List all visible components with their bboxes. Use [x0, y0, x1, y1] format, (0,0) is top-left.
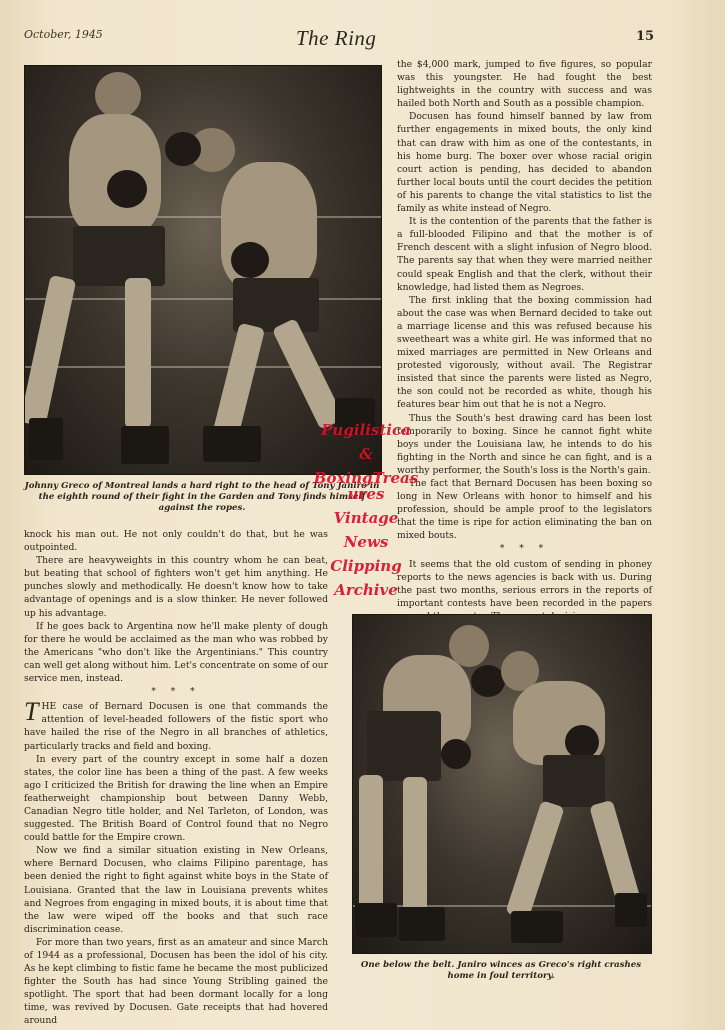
- watermark-line: Clipping: [330, 557, 402, 575]
- boxing-boot: [335, 398, 375, 434]
- paragraph: It is the contention of the parents that the father is a full-blooded Filipino and that the mother is of French descent with a slight infusion of Negro blood. The parents say that when they were married neither could speak English and that the clerk, without their knowledge, had listed them as Negroes.: [397, 216, 652, 293]
- paragraph: knock his man out. He not only couldn't do that, but he was outpointed.: [24, 529, 328, 554]
- page-number: 15: [636, 29, 655, 44]
- paragraph: If he goes back to Argentina now he'll make plenty of dough for there he would be acclaimed as the man who was robbed by the Americans "who don't like the Argentinians." This country can well get along without him. Let's concentrate on some of our service men, instead.: [24, 620, 328, 685]
- lead-paragraph: [24, 697, 328, 752]
- left-column-article: [24, 528, 328, 1028]
- watermark-line: ures: [347, 485, 385, 503]
- paragraph: It seems that the old custom of sending in phoney reports to the news agencies is back with us. During the past two months, serious errors in the reports of important contests have been recorded in the papers: [397, 558, 652, 609]
- drop-cap: T: [24, 697, 39, 727]
- photo-janiro-below-belt: [352, 614, 652, 954]
- fighter-leg: [359, 775, 383, 915]
- boxing-boot: [29, 418, 63, 460]
- watermark-line: Archive: [334, 581, 398, 599]
- watermark-line: Vintage: [333, 509, 399, 527]
- boxing-glove: [231, 242, 269, 278]
- section-separator: * * *: [151, 687, 201, 698]
- paragraph: There are heavyweights in this country whom he can beat, but beating that school of fighters won't get him anything. He punches slowly and methodically. He doesn't know how to take advantage of openings and is a slow thinker. He never followed up his advantage.: [24, 555, 328, 619]
- fighter-trunks: [367, 711, 441, 781]
- boxing-glove: [107, 170, 147, 208]
- lead-paragraph-text: HE case of Bernard Docusen is one that commands the attention of level-headed followers of the fistic sport who have hailed the rise of the Negro in all branches of athletics, particularly tracks and field and boxing.: [24, 701, 328, 752]
- paragraph: In every part of the country except in some half a dozen states, the color line has been a thing of the past. A few weeks ago I criticized the British for drawing the line when an Empire featherweight championship bout between Danny Webb, Canadian Negro title holder, and Nel Tarleton, of London, was suggested. The British Board of Control found that no Negro could battle for the Empire crown.: [24, 753, 328, 844]
- paragraph: Docusen has found himself banned by law from further engagements in mixed bouts, the only kind that can draw with him as one of the contestants, in his home burg. The boxer over whose racial origin court action is pending, has decided to abandon further local bouts until the court decides the petition of his parents to change the vital statistics to list the family as white instead of Negro.: [397, 111, 652, 215]
- boxing-glove: [165, 132, 201, 166]
- photo-top-caption: Johnny Greco of Montreal lands a hard right to the head of Tony Janiro in the eighth round of their fight in the Garden and Tony finds himself against the ropes.: [24, 481, 380, 513]
- watermark-line: BoxingTreas: [313, 469, 419, 487]
- ring-rope: [25, 366, 381, 368]
- watermark-line: Pugilistica: [321, 421, 411, 439]
- photo-greco-janiro-ropes: [24, 65, 382, 475]
- ring-rope: [353, 905, 651, 907]
- fighter-leg: [403, 777, 427, 913]
- section-separator: * * *: [499, 544, 550, 555]
- boxing-boot: [615, 893, 647, 927]
- paragraph: Thus the South's best drawing card has been lost temporarily to boxing. Since he cannot fight white boys under the Louisiana law, he intends to do his fighting in the North and since he can fight, and is a worthy performer, the South's loss is the North's gain.: [397, 412, 652, 476]
- right-column-article: [397, 58, 652, 623]
- paragraph: The fact that Bernard Docusen has been boxing so long in New Orleans with honor to himself and his profession, should be ample proof to the legislators that the time is ripe for action eliminating the ban on mixed bouts.: [397, 478, 652, 542]
- paragraph: For more than two years, first as an amateur and since March of 1944 as a professional, Docusen has been the idol of his city. As he kept climbing to fistic fame he became the most publicized fighter the South has had since Young Stribling gained the spotlight. The sport that had been dormant locally for a long time, was revived by Docusen. Gate receipts that had hovered around: [24, 936, 328, 1027]
- boxing-glove: [441, 739, 471, 769]
- fighter-leg: [272, 318, 344, 430]
- fighter-leg: [589, 800, 641, 907]
- fighter-trunks: [543, 755, 605, 807]
- photo-bottom-caption: One below the belt. Janiro winces as Greco's right crashes home in foul territory.: [360, 960, 642, 981]
- paragraph: The first inkling that the boxing commission had about the case was when Bernard decided to take out a marriage license and this was refused because his sweetheart was a white girl. He was informed that no mixed marriages are permitted in New Orleans and protested vigorously, without avail. The Registrar insisted that since the parents were listed as Negro, the son could not be recorded as white, though his features bear him out that he is not a Negro.: [397, 294, 652, 411]
- boxing-boot: [121, 426, 169, 464]
- paragraph: the $4,000 mark, jumped to five figures, so popular was this youngster. He had fought the best lightweights in the country with success and was hailed both North and South as a possible champion.: [397, 59, 652, 110]
- boxing-glove: [471, 665, 505, 697]
- fighter-leg: [505, 800, 564, 920]
- boxing-boot: [203, 426, 261, 462]
- watermark-line: News: [343, 533, 389, 551]
- ring-rope: [25, 298, 381, 300]
- boxing-boot: [355, 903, 397, 937]
- boxing-boot: [511, 911, 563, 943]
- boxing-glove: [565, 725, 599, 759]
- fighter-leg: [125, 278, 151, 428]
- paragraph: Now we find a similar situation existing in New Orleans, where Bernard Docusen, who claims Filipino parentage, has been denied the right to fight against white boys in the State of Louisiana. Granted that the law in Louisiana prevents whites and Negroes from engaging in mixed bouts, it is about time that the law were wiped off the books and that such race discrimination cease.: [24, 845, 328, 935]
- boxing-boot: [399, 907, 445, 941]
- fighter-head: [95, 72, 141, 118]
- watermark-line: &: [359, 445, 373, 463]
- fighter-trunks: [73, 226, 165, 286]
- magazine-title: The Ring: [296, 26, 377, 50]
- issue-date: October, 1945: [24, 28, 103, 41]
